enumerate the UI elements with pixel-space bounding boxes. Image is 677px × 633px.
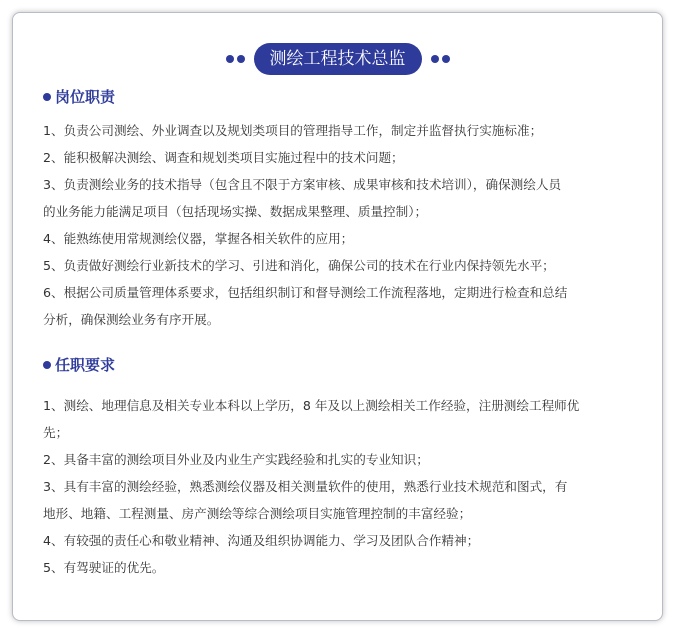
list-item: 5、负责做好测绘行业新技术的学习、引进和消化，确保公司的技术在行业内保持领先水平； <box>43 258 555 273</box>
title-right-dots <box>431 55 450 63</box>
section-heading-text: 岗位职责 <box>55 88 116 106</box>
list-item: 4、有较强的责任心和敬业精神、沟通及组织协调能力、学习及团队合作精神； <box>43 533 480 548</box>
job-card <box>12 12 663 621</box>
dot-icon <box>226 55 234 63</box>
section-responsibilities <box>43 87 668 333</box>
dot-icon <box>431 55 439 63</box>
list-item: 6、根据公司质量管理体系要求，包括组织制订和督导测绘工作流程落地，定期进行检查和总结 <box>43 285 568 300</box>
bullet-dot-icon <box>43 361 51 369</box>
list-item: 地形、地籍、工程测量、房产测绘等综合测绘项目实施管理控制的丰富经验； <box>43 506 472 521</box>
section-requirements <box>43 355 668 581</box>
section-body <box>43 117 668 333</box>
page-title: 测绘工程技术总监 <box>254 43 422 75</box>
list-item: 5、有驾驶证的优先。 <box>43 560 165 575</box>
list-item: 先； <box>43 425 69 440</box>
list-item: 3、负责测绘业务的技术指导（包含且不限于方案审核、成果审核和技术培训），确保测绘人员 <box>43 177 562 192</box>
section-body <box>43 392 668 581</box>
list-item: 4、能熟练使用常规测绘仪器，掌握各相关软件的应用； <box>43 231 354 246</box>
list-item: 1、测绘、地理信息及相关专业本科以上学历，8 年及以上测绘相关工作经验，注册测绘工程师优 <box>43 398 580 413</box>
title-row <box>13 42 662 76</box>
list-item: 2、能积极解决测绘、调查和规划类项目实施过程中的技术问题； <box>43 150 404 165</box>
dot-icon <box>442 55 450 63</box>
list-item: 1、负责公司测绘、外业调查以及规划类项目的管理指导工作，制定并监督执行实施标准； <box>43 123 543 138</box>
bullet-dot-icon <box>43 93 51 101</box>
list-item: 的业务能力能满足项目（包括现场实操、数据成果整理、质量控制）； <box>43 204 428 219</box>
dot-icon <box>237 55 245 63</box>
title-left-dots <box>226 55 245 63</box>
section-heading <box>43 87 668 107</box>
section-heading-text: 任职要求 <box>55 356 116 374</box>
list-item: 分析，确保测绘业务有序开展。 <box>43 312 220 327</box>
list-item: 3、具有丰富的测绘经验，熟悉测绘仪器及相关测量软件的使用，熟悉行业技术规范和图式，有 <box>43 479 568 494</box>
list-item: 2、具备丰富的测绘项目外业及内业生产实践经验和扎实的专业知识； <box>43 452 429 467</box>
section-heading <box>43 355 668 375</box>
